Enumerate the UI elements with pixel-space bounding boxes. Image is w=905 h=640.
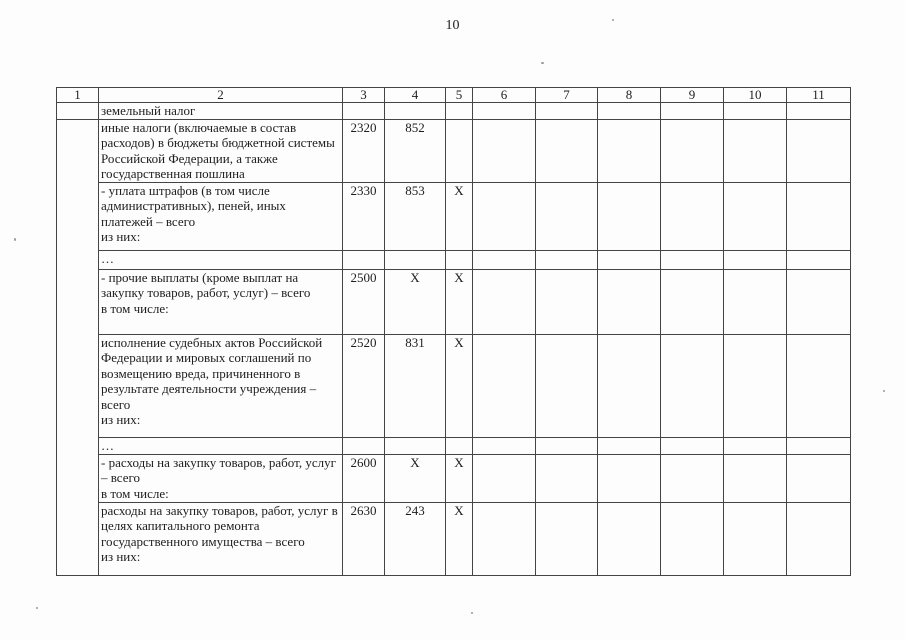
row-budget-code: Х bbox=[385, 269, 446, 334]
column-header-row bbox=[57, 88, 851, 103]
value-cell bbox=[473, 250, 536, 269]
value-cell bbox=[661, 182, 724, 250]
row-budget-code: 831 bbox=[385, 334, 446, 437]
value-cell bbox=[724, 334, 787, 437]
column-header: 2 bbox=[99, 88, 343, 103]
column-header: 1 bbox=[57, 88, 99, 103]
value-cell bbox=[787, 334, 851, 437]
column-header: 10 bbox=[724, 88, 787, 103]
value-cell bbox=[536, 250, 598, 269]
value-cell bbox=[724, 269, 787, 334]
scan-speck bbox=[883, 390, 885, 392]
value-cell bbox=[598, 502, 661, 575]
column-header: 5 bbox=[446, 88, 473, 103]
value-cell bbox=[787, 182, 851, 250]
group-cell bbox=[57, 103, 99, 120]
value-cell bbox=[536, 502, 598, 575]
value-cell bbox=[787, 103, 851, 120]
row-code bbox=[343, 103, 385, 120]
row-description: иные налоги (включаемые в состав расходов) в бюджеты бюджетной системы Российской Федерации, а также государственная пошлина bbox=[99, 119, 343, 182]
row-code: 2500 bbox=[343, 269, 385, 334]
value-cell bbox=[473, 103, 536, 120]
scan-speck bbox=[612, 19, 614, 21]
row-budget-code: Х bbox=[385, 454, 446, 502]
value-cell bbox=[661, 119, 724, 182]
value-cell bbox=[661, 502, 724, 575]
value-cell bbox=[536, 269, 598, 334]
row-budget-code bbox=[385, 103, 446, 120]
value-cell bbox=[787, 454, 851, 502]
value-cell bbox=[661, 454, 724, 502]
row-column-5: Х bbox=[446, 502, 473, 575]
value-cell bbox=[473, 269, 536, 334]
column-header: 7 bbox=[536, 88, 598, 103]
value-cell bbox=[661, 250, 724, 269]
row-column-5: Х bbox=[446, 182, 473, 250]
table-row bbox=[57, 269, 851, 334]
value-cell bbox=[598, 182, 661, 250]
scan-speck bbox=[14, 238, 16, 241]
value-cell bbox=[724, 119, 787, 182]
value-cell bbox=[787, 119, 851, 182]
page-number: 10 bbox=[445, 18, 460, 33]
table-row bbox=[57, 250, 851, 269]
value-cell bbox=[661, 269, 724, 334]
value-cell bbox=[661, 437, 724, 454]
table-row bbox=[57, 334, 851, 437]
value-cell bbox=[724, 437, 787, 454]
value-cell bbox=[724, 502, 787, 575]
value-cell bbox=[724, 454, 787, 502]
row-column-5: Х bbox=[446, 334, 473, 437]
table-row bbox=[57, 103, 851, 120]
row-budget-code bbox=[385, 250, 446, 269]
value-cell bbox=[724, 250, 787, 269]
row-description: … bbox=[99, 250, 343, 269]
row-budget-code bbox=[385, 437, 446, 454]
row-description: - расходы на закупку товаров, работ, услуг – всего в том числе: bbox=[99, 454, 343, 502]
value-cell bbox=[536, 119, 598, 182]
table-row bbox=[57, 182, 851, 250]
value-cell bbox=[661, 103, 724, 120]
financial-plan-table bbox=[56, 87, 851, 576]
scan-speck bbox=[36, 607, 38, 609]
row-description: расходы на закупку товаров, работ, услуг в целях капитального ремонта государственного имущества – всего из них: bbox=[99, 502, 343, 575]
value-cell bbox=[536, 454, 598, 502]
value-cell bbox=[598, 269, 661, 334]
column-header: 6 bbox=[473, 88, 536, 103]
row-code: 2520 bbox=[343, 334, 385, 437]
value-cell bbox=[536, 182, 598, 250]
row-column-5 bbox=[446, 437, 473, 454]
table-row bbox=[57, 502, 851, 575]
value-cell bbox=[787, 437, 851, 454]
value-cell bbox=[536, 437, 598, 454]
row-column-5: Х bbox=[446, 269, 473, 334]
value-cell bbox=[598, 250, 661, 269]
value-cell bbox=[787, 502, 851, 575]
table-row bbox=[57, 437, 851, 454]
row-budget-code: 853 bbox=[385, 182, 446, 250]
value-cell bbox=[598, 119, 661, 182]
value-cell bbox=[536, 334, 598, 437]
row-budget-code: 243 bbox=[385, 502, 446, 575]
scan-speck bbox=[471, 612, 473, 614]
value-cell bbox=[598, 437, 661, 454]
value-cell bbox=[473, 334, 536, 437]
row-code bbox=[343, 437, 385, 454]
row-column-5 bbox=[446, 119, 473, 182]
column-header: 4 bbox=[385, 88, 446, 103]
value-cell bbox=[473, 502, 536, 575]
row-description: … bbox=[99, 437, 343, 454]
value-cell bbox=[787, 269, 851, 334]
value-cell bbox=[724, 103, 787, 120]
value-cell bbox=[661, 334, 724, 437]
value-cell bbox=[598, 454, 661, 502]
value-cell bbox=[473, 182, 536, 250]
value-cell bbox=[787, 250, 851, 269]
row-column-5: Х bbox=[446, 454, 473, 502]
row-description: исполнение судебных актов Российской Федерации и мировых соглашений по возмещению вреда, причиненного в результате деятельности учреждения – всего из них: bbox=[99, 334, 343, 437]
row-code: 2630 bbox=[343, 502, 385, 575]
group-cell bbox=[57, 119, 99, 575]
row-column-5 bbox=[446, 103, 473, 120]
value-cell bbox=[473, 119, 536, 182]
row-description: - прочие выплаты (кроме выплат на закупку товаров, работ, услуг) – всего в том числе: bbox=[99, 269, 343, 334]
value-cell bbox=[598, 334, 661, 437]
column-header: 9 bbox=[661, 88, 724, 103]
table-row bbox=[57, 454, 851, 502]
row-code: 2600 bbox=[343, 454, 385, 502]
value-cell bbox=[536, 103, 598, 120]
column-header: 11 bbox=[787, 88, 851, 103]
scan-speck bbox=[541, 62, 544, 64]
row-code: 2330 bbox=[343, 182, 385, 250]
row-code bbox=[343, 250, 385, 269]
row-column-5 bbox=[446, 250, 473, 269]
value-cell bbox=[598, 103, 661, 120]
value-cell bbox=[473, 454, 536, 502]
table-row bbox=[57, 119, 851, 182]
row-description: - уплата штрафов (в том числе административных), пеней, иных платежей – всего из них: bbox=[99, 182, 343, 250]
row-budget-code: 852 bbox=[385, 119, 446, 182]
row-description: земельный налог bbox=[99, 103, 343, 120]
column-header: 3 bbox=[343, 88, 385, 103]
column-header: 8 bbox=[598, 88, 661, 103]
row-code: 2320 bbox=[343, 119, 385, 182]
value-cell bbox=[473, 437, 536, 454]
value-cell bbox=[724, 182, 787, 250]
